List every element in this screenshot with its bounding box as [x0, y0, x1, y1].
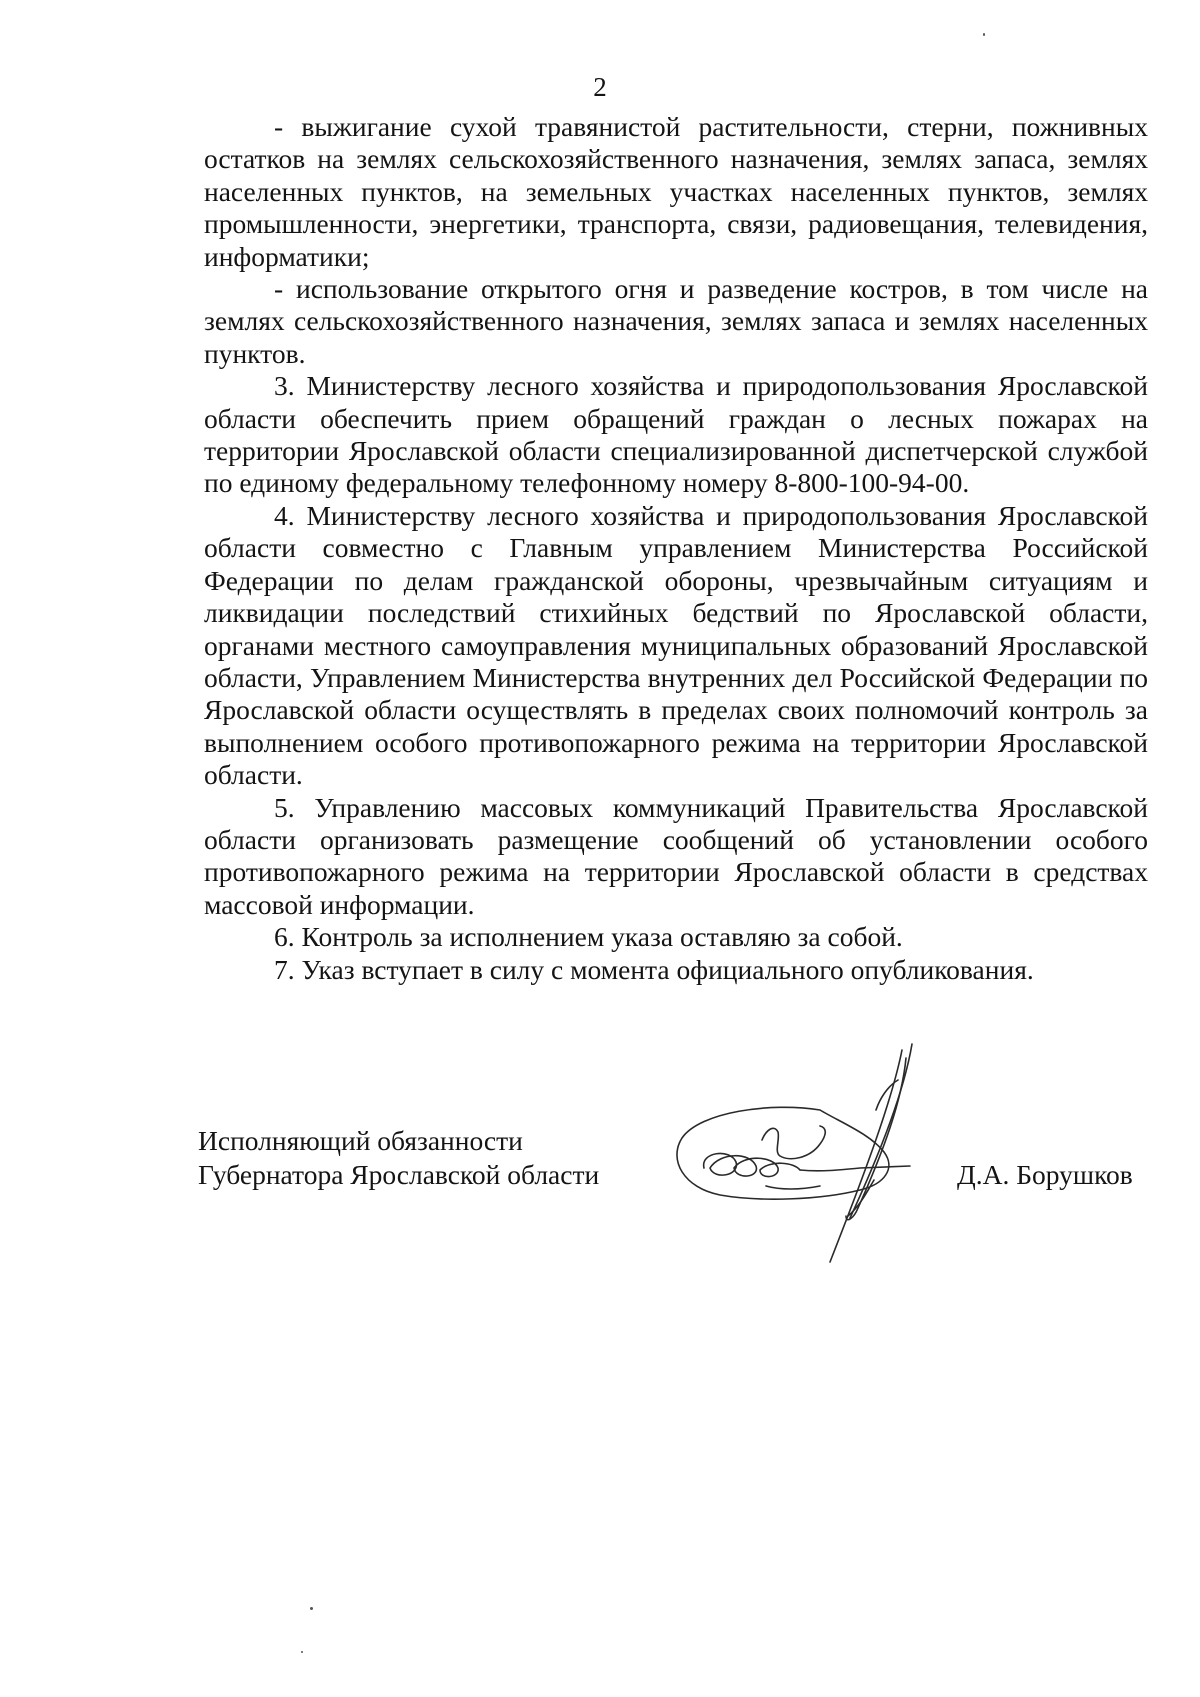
handwritten-signature	[670, 1040, 970, 1280]
scan-speck	[983, 33, 985, 36]
scan-speck	[301, 1651, 303, 1653]
signatory-name: Д.А. Борушков	[957, 1159, 1133, 1190]
document-body	[204, 111, 1148, 986]
paragraph-item-6: 6. Контроль за исполнением указа оставляю за собой.	[274, 921, 903, 953]
paragraph-item-4: 4. Министерству лесного хозяйства и природопользования Ярославской области совместно с Главным управлением Министерства Российской Федерации по делам гражданской обороны, чрезвычайным ситуациям и ликвидации последствий стихийных бедствий по Ярославской области, органами местного самоуправления муниципальных образований Ярославской области, Управлением Министерства внутренних дел Российской Федерации по Ярославской области осуществлять в пределах своих полномочий контроль за выполнением особого противопожарного режима на территории Ярославской области.	[204, 499, 1148, 791]
paragraph-burning-ban: - выжигание сухой травянистой растительности, стерни, пожнивных остатков на землях сельскохозяйственного назначения, землях запаса, землях населенных пунктов, на земельных участках населенных пунктов, землях промышленности, энергетики, транспорта, связи, радиовещания, телевидения, информатики;	[204, 111, 1148, 272]
paragraph-open-fire-ban: - использование открытого огня и разведение костров, в том числе на землях сельскохозяйственного назначения, землях запаса и землях населенных пунктов.	[204, 273, 1148, 369]
paragraph-item-3: 3. Министерству лесного хозяйства и природопользования Ярославской области обеспечить прием обращений граждан о лесных пожарах на территории Ярославской области специализированной диспетчерской службой по единому федеральному телефонному номеру 8-800-100-94-00.	[204, 370, 1148, 499]
paragraph-item-7: 7. Указ вступает в силу с момента официального опубликования.	[274, 953, 1034, 985]
page-number: 2	[593, 72, 607, 102]
signatory-title-line-2: Губернатора Ярославской области	[198, 1159, 600, 1190]
signatory-title-line-1: Исполняющий обязанности	[198, 1125, 523, 1156]
scan-speck	[310, 1607, 313, 1610]
paragraph-item-5: 5. Управлению массовых коммуникаций Правительства Ярославской области организовать размещение сообщений об установлении особого противопожарного режима на территории Ярославской области в средствах массовой информации.	[204, 791, 1148, 920]
signatory-title	[198, 1124, 599, 1192]
